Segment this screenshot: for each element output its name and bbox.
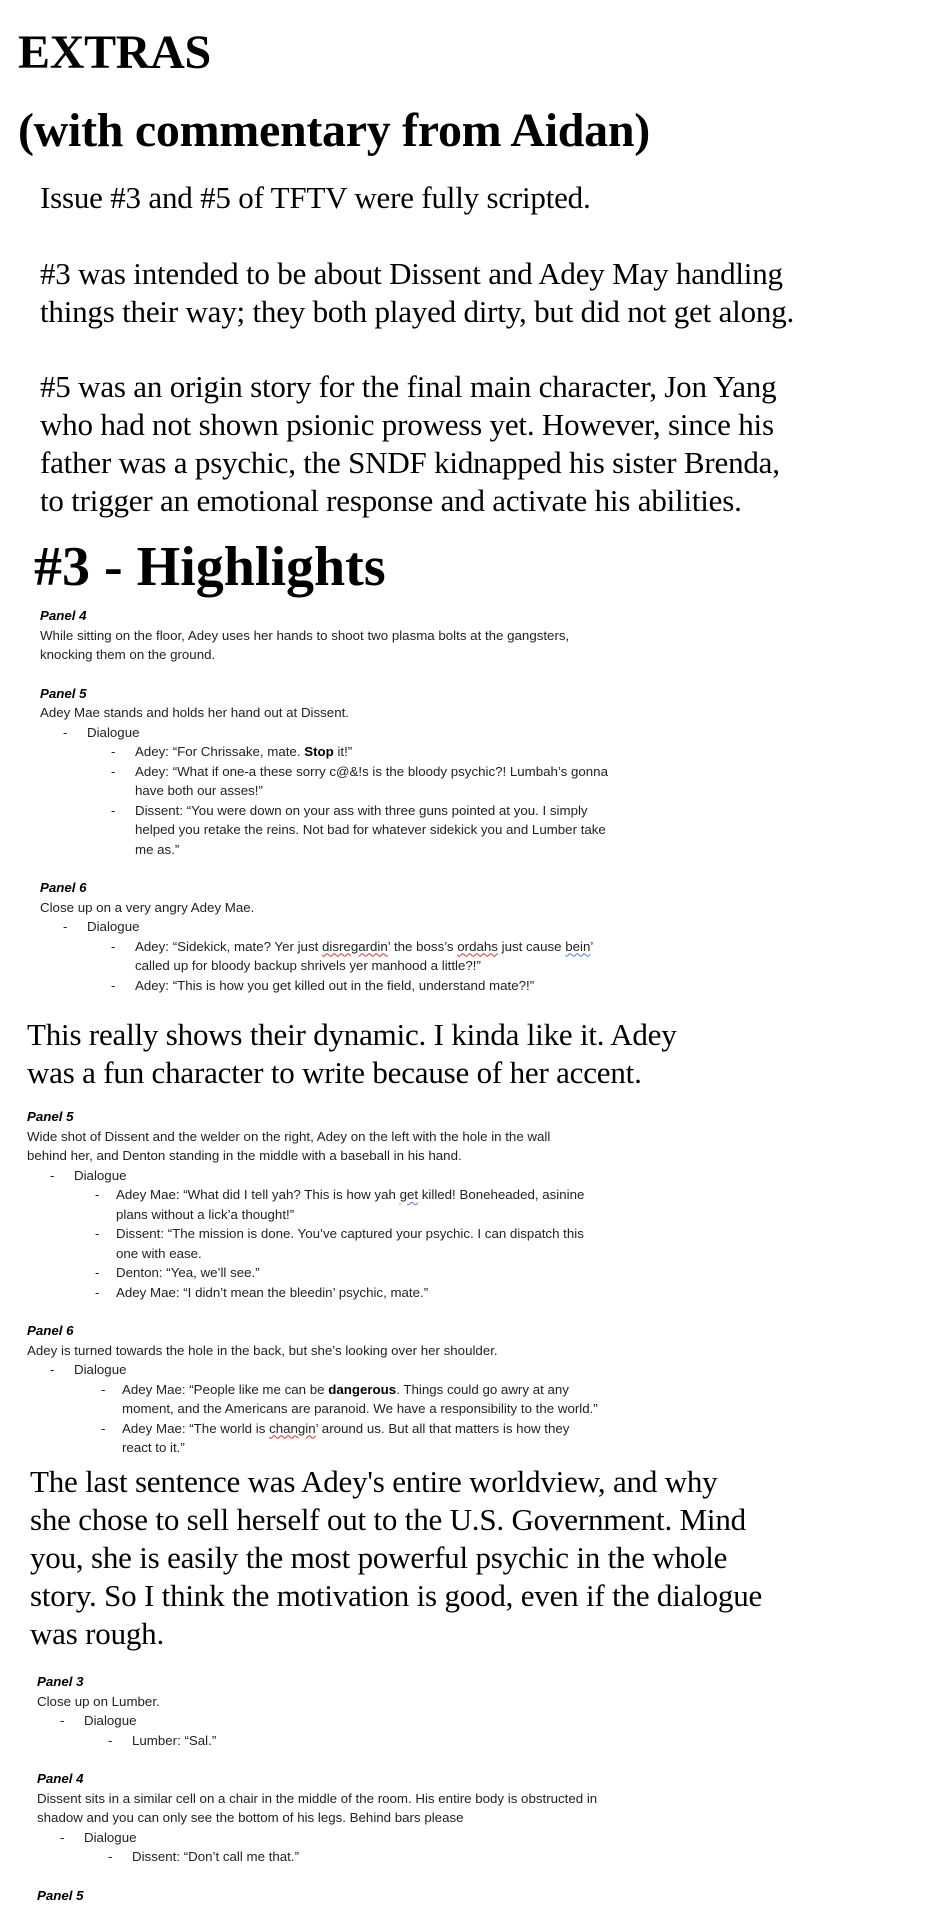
dialogue-text: Dissent: “The mission is done. You’ve captured your psychic. I can dispatch this [116, 1224, 598, 1244]
dialogue-heading [37, 1828, 597, 1848]
bullet-dash: - [101, 1380, 105, 1400]
dialogue-text: Adey: “For Chrissake, mate. [135, 744, 304, 759]
dialogue-line [40, 801, 608, 860]
dialogue-text: Adey: “Sidekick, mate? Yer just [135, 939, 322, 954]
page-title [18, 14, 650, 170]
commentary-line: was a fun character to write because of her accent. [27, 1054, 677, 1092]
title-line-1: EXTRAS [18, 14, 650, 92]
dialogue-text: Adey: “This is how you get killed out in the field, understand mate?!” [135, 978, 534, 993]
dialogue-text: Adey: “What if one-a these sorry c@&!s is the bloody psychic?! Lumbah’s gonna [135, 762, 608, 782]
bullet-dash: - [111, 801, 115, 821]
dialogue-text: Adey Mae: “What did I tell yah? This is how yah [116, 1187, 400, 1202]
title-line-2: (with commentary from Aidan) [18, 92, 650, 170]
intro-p3-line: to trigger an emotional response and activate his abilities. [40, 482, 780, 520]
panel-label: Panel 5 [37, 1886, 597, 1905]
intro-p3-line: father was a psychic, the SNDF kidnapped his sister Brenda, [40, 444, 780, 482]
panel-label: Panel 4 [40, 606, 608, 626]
dialogue-text: Adey Mae: “The world is [122, 1421, 269, 1436]
commentary-2 [30, 1463, 762, 1653]
dialogue-text [116, 1185, 598, 1205]
dialogue-text: have both our asses!” [135, 781, 608, 801]
intro-p2-line: #3 was intended to be about Dissent and Adey May handling [40, 255, 794, 293]
dialogue-line [27, 1185, 598, 1224]
commentary-line: The last sentence was Adey's entire worldview, and why [30, 1463, 762, 1501]
bullet-dash: - [111, 976, 115, 996]
panel-description: Close up on a very angry Adey Mae. [40, 898, 608, 918]
panel-description: Adey is turned towards the hole in the back, but she’s looking over her shoulder. [27, 1341, 598, 1361]
intro-paragraph-2 [40, 255, 794, 331]
script-block-2 [27, 1107, 598, 1458]
dialogue-line [27, 1283, 598, 1303]
dialogue-text [122, 1380, 598, 1400]
emphasis-text: Stop [304, 744, 334, 759]
commentary-1 [27, 1016, 677, 1092]
grammar-check-word[interactable]: get [400, 1187, 419, 1202]
panel-label: Panel 6 [27, 1321, 598, 1341]
panel-description: While sitting on the floor, Adey uses her hands to shoot two plasma bolts at the gangsters, [40, 626, 608, 646]
intro-p2-line: things their way; they both played dirty, but did not get along. [40, 293, 794, 331]
dialogue-text: moment, and the Americans are paranoid. We have a responsibility to the world.” [122, 1399, 598, 1419]
commentary-line: she chose to sell herself out to the U.S. Government. Mind [30, 1501, 762, 1539]
bullet-dash: - [111, 742, 115, 762]
dialogue-line [27, 1263, 598, 1283]
panel-label: Panel 5 [40, 684, 608, 704]
dialogue-text: ’ [590, 939, 593, 954]
intro-p3-line: who had not shown psionic prowess yet. However, since his [40, 406, 780, 444]
bullet-dash: - [95, 1185, 99, 1205]
bullet-dash: - [50, 1166, 54, 1186]
bullet-dash: - [60, 1828, 64, 1848]
dialogue-text: one with ease. [116, 1244, 598, 1264]
panel-description: Dissent sits in a similar cell on a chair in the middle of the room. His entire body is obstructed in [37, 1789, 597, 1809]
dialogue-text: just cause [498, 939, 565, 954]
dialogue-label: Dialogue [74, 1362, 127, 1377]
dialogue-line [40, 976, 608, 996]
intro-paragraph-1: Issue #3 and #5 of TFTV were fully scripted. [40, 179, 591, 217]
script-block-1 [40, 606, 608, 995]
bullet-dash: - [95, 1283, 99, 1303]
dialogue-label: Dialogue [84, 1830, 137, 1845]
emphasis-text: dangerous [328, 1382, 396, 1397]
commentary-line: story. So I think the motivation is good, even if the dialogue [30, 1577, 762, 1615]
panel-description: behind her, and Denton standing in the middle with a baseball in his hand. [27, 1146, 598, 1166]
dialogue-heading [40, 723, 608, 743]
bullet-dash: - [101, 1419, 105, 1439]
dialogue-heading [40, 917, 608, 937]
dialogue-line [27, 1419, 598, 1458]
dialogue-text [135, 937, 608, 957]
dialogue-text: it!” [334, 744, 352, 759]
dialogue-line [37, 1847, 597, 1867]
intro-paragraph-3 [40, 368, 780, 520]
bullet-dash: - [108, 1847, 112, 1867]
panel-description: knocking them on the ground. [40, 645, 608, 665]
commentary-line: This really shows their dynamic. I kinda like it. Adey [27, 1016, 677, 1054]
dialogue-text [122, 1419, 598, 1439]
commentary-line: you, she is easily the most powerful psychic in the whole [30, 1539, 762, 1577]
dialogue-line [40, 762, 608, 801]
bullet-dash: - [111, 762, 115, 782]
panel-description: shadow and you can only see the bottom of his legs. Behind bars please [37, 1808, 597, 1828]
dialogue-label: Dialogue [87, 725, 140, 740]
spellcheck-word[interactable]: ordahs [457, 939, 498, 954]
bullet-dash: - [50, 1360, 54, 1380]
dialogue-text: ’ around us. But all that matters is how they [316, 1421, 570, 1436]
dialogue-text: Dissent: “You were down on your ass with three guns pointed at you. I simply [135, 801, 608, 821]
dialogue-text: . Things could go awry at any [396, 1382, 569, 1397]
dialogue-label: Dialogue [84, 1713, 137, 1728]
dialogue-text: helped you retake the reins. Not bad for whatever sidekick you and Lumber take [135, 820, 608, 840]
highlights-heading: #3 - Highlights [34, 535, 386, 599]
panel-label: Panel 6 [40, 878, 608, 898]
panel-label: Panel 4 [37, 1769, 597, 1789]
dialogue-label: Dialogue [87, 919, 140, 934]
bullet-dash: - [111, 937, 115, 957]
bullet-dash: - [63, 723, 67, 743]
panel-label: Panel 3 [37, 1672, 597, 1692]
dialogue-text: me as.” [135, 840, 608, 860]
panel-label: Panel 5 [27, 1107, 598, 1127]
spellcheck-word[interactable]: disregardin [322, 939, 388, 954]
dialogue-line [27, 1380, 598, 1419]
dialogue-text: killed! Boneheaded, asinine [418, 1187, 584, 1202]
bullet-dash: - [60, 1711, 64, 1731]
dialogue-line [40, 937, 608, 976]
dialogue-text: Adey Mae: “People like me can be [122, 1382, 328, 1397]
spellcheck-word[interactable]: changin [269, 1421, 316, 1436]
grammar-check-word[interactable]: bein [565, 939, 590, 954]
dialogue-heading [37, 1711, 597, 1731]
dialogue-text: plans without a lick’a thought!” [116, 1205, 598, 1225]
panel-description: Adey Mae stands and holds her hand out at Dissent. [40, 703, 608, 723]
dialogue-line [37, 1731, 597, 1751]
bullet-dash: - [63, 917, 67, 937]
dialogue-text: ’ the boss’s [388, 939, 457, 954]
dialogue-line [27, 1224, 598, 1263]
bullet-dash: - [95, 1263, 99, 1283]
dialogue-line [40, 742, 608, 762]
dialogue-heading [27, 1166, 598, 1186]
dialogue-text: called up for bloody backup shrivels yer manhood a little?!” [135, 956, 608, 976]
dialogue-text: Denton: “Yea, we’ll see.” [116, 1265, 260, 1280]
dialogue-heading [27, 1360, 598, 1380]
dialogue-label: Dialogue [74, 1168, 127, 1183]
panel-description: Wide shot of Dissent and the welder on the right, Adey on the left with the hole in the wall [27, 1127, 598, 1147]
script-block-3 [37, 1672, 597, 1905]
bullet-dash: - [95, 1224, 99, 1244]
panel-description: Close up on Lumber. [37, 1692, 597, 1712]
dialogue-text: react to it.” [122, 1438, 598, 1458]
bullet-dash: - [108, 1731, 112, 1751]
dialogue-text: Adey Mae: “I didn’t mean the bleedin’ psychic, mate.” [116, 1285, 428, 1300]
dialogue-text: Dissent: “Don’t call me that.” [132, 1849, 299, 1864]
intro-p3-line: #5 was an origin story for the final main character, Jon Yang [40, 368, 780, 406]
commentary-line: was rough. [30, 1615, 762, 1653]
dialogue-text: Lumber: “Sal.” [132, 1733, 216, 1748]
